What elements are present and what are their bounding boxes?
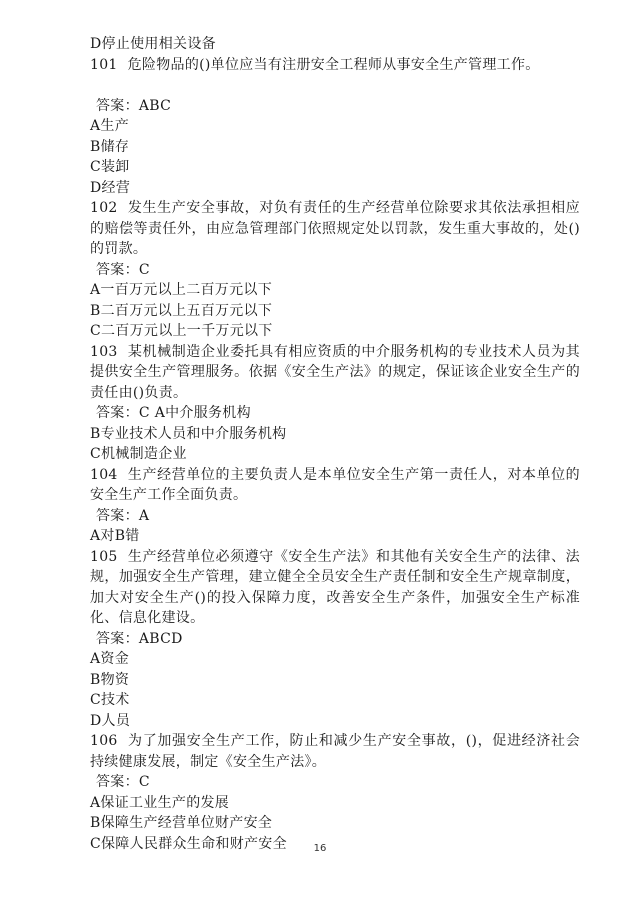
option-line: D停止使用相关设备 <box>90 36 216 52</box>
question-text: 生产经营单位的主要负责人是本单位安全生产第一责任人，对本单位的安全生产工作全面负责。 <box>90 466 580 503</box>
option-line: C装卸 <box>90 159 130 175</box>
question-105 <box>90 547 580 732</box>
option-line: A对B错 <box>90 528 140 544</box>
answer-line: 答案：ABC <box>96 97 172 114</box>
question-text: 某机械制造企业委托具有相应资质的中介服务机构的专业技术人员为其提供安全生产管理服务。依据《安全生产法》的规定，保证该企业安全生产的责任由()负责。 <box>90 343 580 401</box>
question-102 <box>90 198 580 342</box>
question-number: 105 <box>90 548 118 565</box>
page-number: 16 <box>313 843 327 854</box>
question-106 <box>90 731 580 854</box>
question-number: 104 <box>90 466 118 483</box>
option-line: B专业技术人员和中介服务机构 <box>90 425 287 442</box>
question-text: 发生生产安全事故，对负有责任的生产经营单位除要求其依法承担相应的赔偿等责任外，由应急管理部门依照规定处以罚款，发生重大事故的，处()的罚款。 <box>90 200 580 257</box>
option-line: C二百万元以上一千万元以下 <box>90 323 273 339</box>
question-number: 101 <box>90 56 118 73</box>
question-number: 102 <box>90 200 118 216</box>
option-line: B物资 <box>90 671 130 688</box>
option-line: D人员 <box>90 712 131 729</box>
answer-line: 答案：A <box>96 507 150 524</box>
option-inline: A中介服务机构 <box>154 405 251 421</box>
question-103 <box>90 342 580 465</box>
option-line: A一百万元以上二百万元以下 <box>90 282 273 298</box>
question-number: 103 <box>90 343 118 360</box>
option-line: A生产 <box>90 118 130 134</box>
question-101 <box>90 55 580 199</box>
answer-line: 答案：C <box>96 261 150 278</box>
question-text: 生产经营单位必须遵守《安全生产法》和其他有关安全生产的法律、法规，加强安全生产管理，建立健全全员安全生产责任制和安全生产规章制度，加大对安全生产()的投入保障力度，改善安全生产条件，加强安全生产标准化、信息化建设。 <box>90 548 580 626</box>
option-line: A保证工业生产的发展 <box>90 794 230 811</box>
answer-line <box>90 403 580 424</box>
answer-line: 答案：ABCD <box>96 630 183 647</box>
spacer <box>90 75 580 96</box>
option-line: B保障生产经营单位财产安全 <box>90 815 273 831</box>
question-text: 危险物品的()单位应当有注册安全工程师从事安全生产管理工作。 <box>127 56 540 73</box>
option-line: B二百万元以上五百万元以下 <box>90 302 273 319</box>
option-line: A资金 <box>90 651 130 667</box>
answer-line: 答案：C <box>96 774 150 790</box>
option-line: D经营 <box>90 179 131 196</box>
question-list <box>90 34 580 854</box>
question-text: 为了加强安全生产工作，防止和减少生产安全事故，()，促进经济社会持续健康发展，制定《安全生产法》。 <box>90 733 580 770</box>
option-line: B储存 <box>90 138 130 155</box>
option-line: C保障人民群众生命和财产安全 <box>90 835 287 852</box>
question-number: 106 <box>90 733 118 749</box>
option-line: C机械制造企业 <box>90 446 187 462</box>
question-104 <box>90 465 580 547</box>
answer-label: 答案：C <box>96 405 150 421</box>
option-line: C技术 <box>90 692 130 708</box>
